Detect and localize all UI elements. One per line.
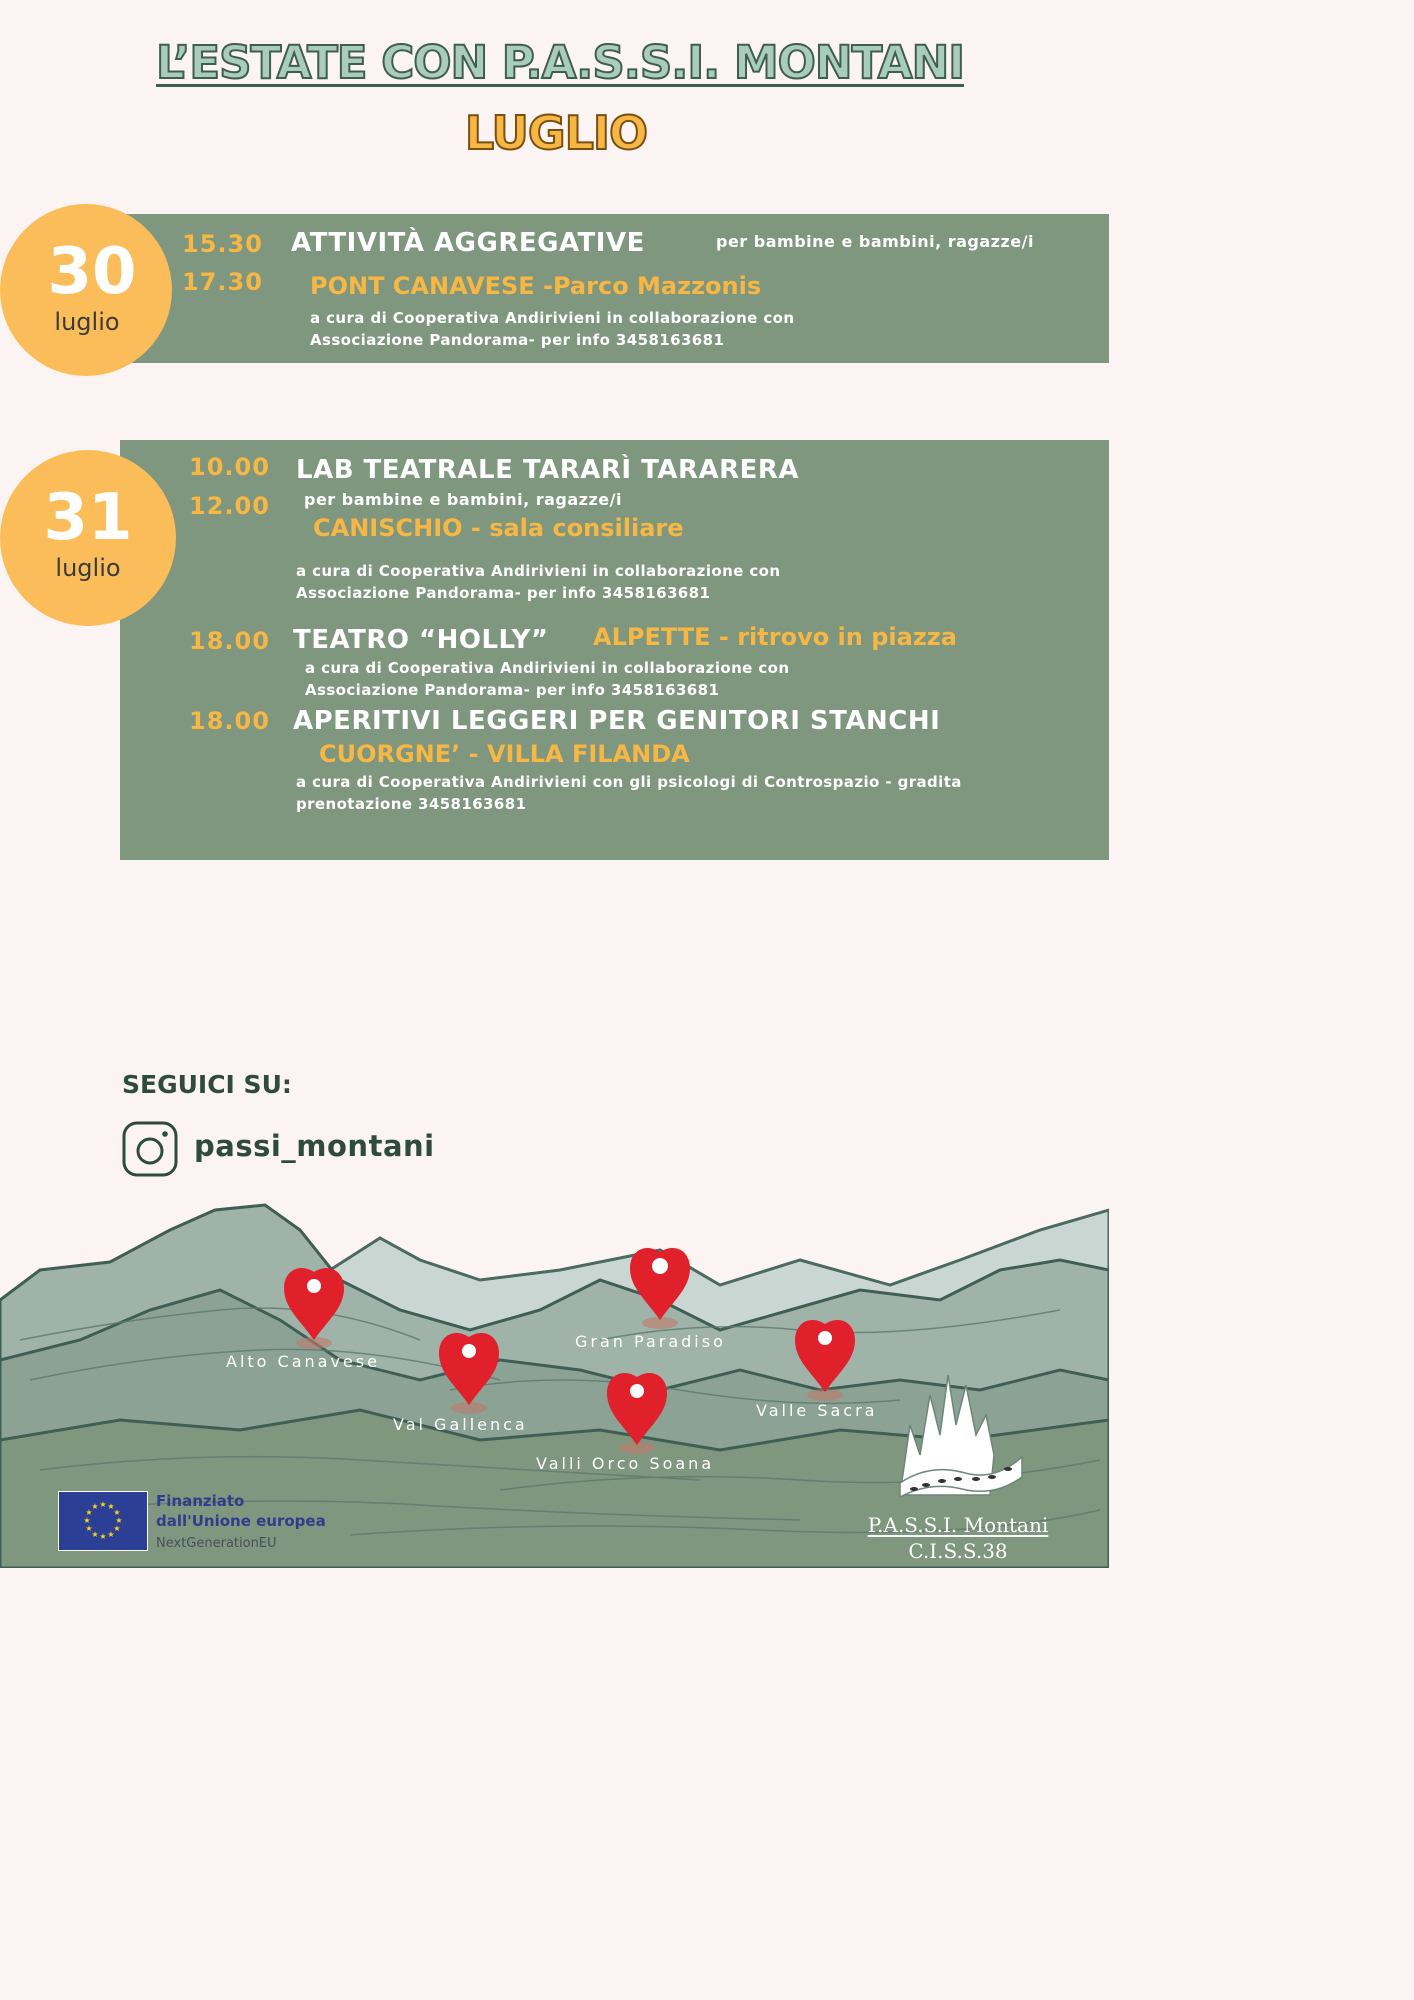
event-note-line: prenotazione 3458163681 [296,795,527,813]
event-title: APERITIVI LEGGERI PER GENITORI STANCHI [293,706,941,736]
event-title: LAB TEATRALE TARARÌ TARARERA [296,455,800,485]
svg-text:★: ★ [107,1502,115,1511]
svg-text:★: ★ [99,1532,107,1541]
event-time-start: 15.30 [182,230,263,258]
event-note-line: a cura di Cooperativa Andirivieni in collaborazione con [296,562,781,580]
event-time-end: 12.00 [189,492,270,520]
event-place: PONT CANAVESE -Parco Mazzonis [310,272,762,300]
next-generation-eu: NextGenerationEU [156,1536,277,1551]
instagram-icon[interactable] [122,1121,178,1177]
svg-text:★: ★ [83,1516,91,1525]
event-note [296,771,962,815]
event-place: CANISCHIO - sala consiliare [313,514,684,542]
svg-text:★: ★ [113,1508,121,1517]
event-note-line: Associazione Pandorama- per info 3458163681 [305,681,720,699]
logo-name-line: C.I.S.S.38 [908,1539,1008,1563]
month-title: LUGLIO [464,106,648,160]
event-time-start: 18.00 [189,707,270,735]
event-place: ALPETTE - ritrovo in piazza [593,623,957,651]
event-title: TEATRO “HOLLY” [293,625,549,655]
logo-name [860,1512,1056,1564]
event-note-line: a cura di Cooperativa Andirivieni in collaborazione con [310,309,795,327]
location-label: Valle Sacra [756,1401,878,1420]
event-note-line: a cura di Cooperativa Andirivieni in collaborazione con [305,659,790,677]
eu-flag-icon [58,1491,148,1551]
svg-text:★: ★ [91,1530,99,1539]
event-note [296,560,780,604]
event-note-line: Associazione Pandorama- per info 3458163681 [296,584,711,602]
event-time-end: 17.30 [182,268,263,296]
event-place: CUORGNE’ - VILLA FILANDA [319,740,690,768]
eu-funding-text [156,1491,326,1531]
date-day-number: 31 [43,481,133,555]
eu-funding-line: dall'Unione europea [156,1512,326,1530]
svg-text:★: ★ [99,1500,107,1509]
location-label: Alto Canavese [226,1352,380,1371]
location-label: Gran Paradiso [575,1332,726,1351]
event-note [305,657,789,701]
date-badge-day-30 [0,204,172,376]
event-note-line: a cura di Cooperativa Andirivieni con gli psicologi di Controspazio - gradita [296,773,962,791]
passi-montani-logo [890,1365,1030,1505]
date-badge-day-31 [0,450,176,626]
event-time-start: 18.00 [189,627,270,655]
event-note-line: Associazione Pandorama- per info 3458163681 [310,331,725,349]
svg-text:★: ★ [115,1516,123,1525]
event-time-start: 10.00 [189,453,270,481]
event-title: ATTIVITÀ AGGREGATIVE [291,228,645,258]
event-subtitle: per bambine e bambini, ragazze/i [716,232,1034,251]
svg-text:★: ★ [107,1530,115,1539]
date-day-number: 30 [47,235,137,309]
event-note [310,307,794,351]
svg-text:★: ★ [113,1524,121,1533]
eu-funding-line: Finanziato [156,1492,245,1510]
logo-name-line: P.A.S.S.I. Montani [867,1513,1049,1537]
date-month: luglio [55,554,121,582]
svg-text:★: ★ [85,1524,93,1533]
follow-label: SEGUICI SU: [122,1070,292,1099]
instagram-handle[interactable]: passi_montani [194,1129,435,1163]
svg-text:★: ★ [91,1502,99,1511]
page-title: L’ESTATE CON P.A.S.S.I. MONTANI [155,36,965,89]
location-label: Val Gallenca [393,1415,528,1434]
svg-text:★: ★ [85,1508,93,1517]
event-subtitle: per bambine e bambini, ragazze/i [304,490,622,509]
date-month: luglio [54,308,120,336]
location-label: Valli Orco Soana [536,1454,715,1473]
